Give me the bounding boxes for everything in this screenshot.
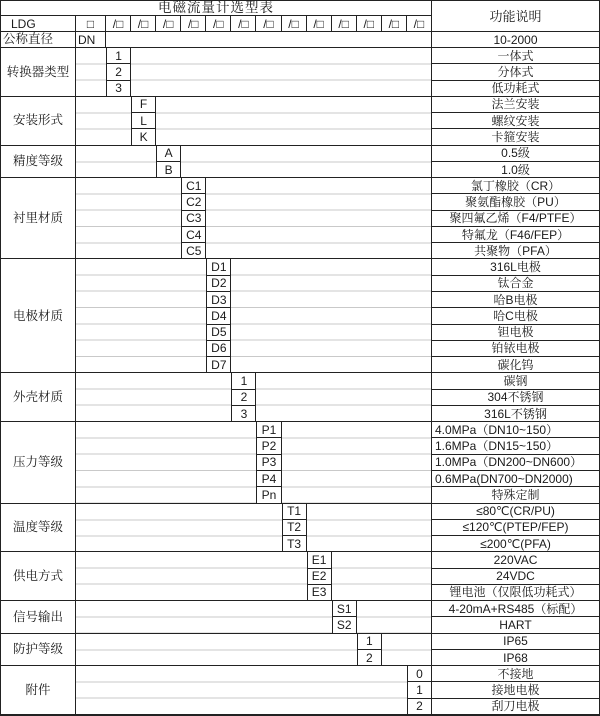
model-slot: /□ xyxy=(307,16,332,32)
function-column-header: 功能说明 xyxy=(432,1,599,32)
code-cell: 1 xyxy=(231,373,256,389)
empty-region-left xyxy=(76,422,256,503)
code-cell: 0 xyxy=(407,666,432,682)
category-label: 防护等级 xyxy=(1,634,76,667)
model-slot: /□ xyxy=(282,16,307,32)
function-cell: 0.6MPa(DN700~DN2000) xyxy=(432,471,599,487)
code-cell: D1 xyxy=(206,259,231,275)
code-cell: E2 xyxy=(307,569,332,585)
function-cell: 氯丁橡胶（CR） xyxy=(432,178,599,194)
code-cell: 1 xyxy=(357,634,382,650)
model-prefix: LDG xyxy=(1,16,76,32)
empty-region-left xyxy=(76,504,282,553)
category-label: 电极材质 xyxy=(1,259,76,373)
function-cell: 低功耗式 xyxy=(432,81,599,97)
empty-region-left xyxy=(76,666,407,715)
code-cell: C4 xyxy=(181,227,206,243)
code-cell: 1 xyxy=(407,682,432,698)
code-cell: 2 xyxy=(357,650,382,666)
function-cell: 特殊定制 xyxy=(432,487,599,503)
empty-region-right xyxy=(181,146,432,179)
function-cell: 共聚物（PFA） xyxy=(432,243,599,259)
empty-region-left xyxy=(76,552,307,601)
code-cell: D7 xyxy=(206,357,231,373)
code-cell: C5 xyxy=(181,243,206,259)
empty-region-right xyxy=(231,259,432,373)
model-slot: /□ xyxy=(256,16,281,32)
function-cell: 1.0级 xyxy=(432,162,599,178)
model-slot: /□ xyxy=(181,16,206,32)
code-cell: 3 xyxy=(231,406,256,422)
code-cell: B xyxy=(156,162,181,178)
function-cell: 锂电池（仅限低功耗式） xyxy=(432,585,599,601)
empty-region-left xyxy=(76,48,106,97)
function-cell: 刮刀电极 xyxy=(432,699,599,715)
code-cell: D2 xyxy=(206,276,231,292)
function-cell: 铂铱电极 xyxy=(432,341,599,357)
code-cell: D3 xyxy=(206,292,231,308)
function-cell: 220VAC xyxy=(432,552,599,568)
category-label: 供电方式 xyxy=(1,552,76,601)
function-cell: IP68 xyxy=(432,650,599,666)
empty-region-left xyxy=(76,259,206,373)
category-label: 信号输出 xyxy=(1,601,76,634)
empty-region-right xyxy=(282,422,432,503)
code-cell: Pn xyxy=(256,487,281,503)
function-cell: 304不锈钢 xyxy=(432,390,599,406)
function-cell: 1.0MPa（DN200~DN600） xyxy=(432,455,599,471)
empty-region-left xyxy=(76,178,181,259)
dn-function-cell: 10-2000 xyxy=(432,32,599,48)
model-slot: /□ xyxy=(382,16,407,32)
function-cell: 聚四氟乙烯（F4/PTFE） xyxy=(432,211,599,227)
empty-region-right xyxy=(156,97,432,146)
function-cell: 1.6MPa（DN15~150） xyxy=(432,438,599,454)
code-cell: 2 xyxy=(106,64,131,80)
function-cell: 不接地 xyxy=(432,666,599,682)
function-cell: 碳化钨 xyxy=(432,357,599,373)
empty-region-left xyxy=(76,373,231,422)
code-cell: C1 xyxy=(181,178,206,194)
table-title: 电磁流量计选型表 xyxy=(1,1,432,16)
category-label: 附件 xyxy=(1,666,76,715)
code-cell: P3 xyxy=(256,455,281,471)
empty-region-right xyxy=(131,48,432,97)
function-cell: 卡箍安装 xyxy=(432,129,599,145)
empty-region-right xyxy=(357,601,432,634)
code-cell: 3 xyxy=(106,81,131,97)
code-cell: E1 xyxy=(307,552,332,568)
model-first-slot: □ xyxy=(76,16,106,32)
function-cell: 4-20mA+RS485（标配） xyxy=(432,601,599,617)
function-cell: 哈C电极 xyxy=(432,308,599,324)
function-cell: 4.0MPa（DN10~150） xyxy=(432,422,599,438)
empty-region-right xyxy=(382,634,432,667)
model-slot: /□ xyxy=(131,16,156,32)
function-cell: ≤120℃(PTEP/FEP) xyxy=(432,520,599,536)
dn-code-cell: DN xyxy=(76,32,106,48)
function-cell: 316L电极 xyxy=(432,259,599,275)
function-cell: 碳钢 xyxy=(432,373,599,389)
function-cell: 0.5级 xyxy=(432,146,599,162)
code-cell: A xyxy=(156,146,181,162)
function-cell: 法兰安装 xyxy=(432,97,599,113)
function-cell: HART xyxy=(432,617,599,633)
code-cell: D4 xyxy=(206,308,231,324)
code-cell: P2 xyxy=(256,438,281,454)
code-cell: K xyxy=(131,129,156,145)
category-label: 温度等级 xyxy=(1,504,76,553)
empty-region-left xyxy=(76,97,131,146)
function-cell: 聚氨酯橡胶（PU） xyxy=(432,194,599,210)
empty-region-left xyxy=(76,146,156,179)
function-cell: 钽电极 xyxy=(432,325,599,341)
code-cell: S2 xyxy=(332,617,357,633)
code-cell: S1 xyxy=(332,601,357,617)
function-cell: 24VDC xyxy=(432,569,599,585)
empty-region-left xyxy=(76,601,332,634)
code-cell: 2 xyxy=(407,699,432,715)
code-cell: L xyxy=(131,113,156,129)
function-cell: 螺纹安装 xyxy=(432,113,599,129)
model-slot: /□ xyxy=(156,16,181,32)
code-cell: C3 xyxy=(181,211,206,227)
category-label: 精度等级 xyxy=(1,146,76,179)
code-cell: D5 xyxy=(206,325,231,341)
dn-empty-span xyxy=(106,32,432,48)
code-cell: T1 xyxy=(282,504,307,520)
code-cell: P4 xyxy=(256,471,281,487)
function-cell: IP65 xyxy=(432,634,599,650)
code-cell: E3 xyxy=(307,585,332,601)
model-slot: /□ xyxy=(332,16,357,32)
dn-category-label: 公称直径 xyxy=(1,32,76,48)
function-cell: 接地电极 xyxy=(432,682,599,698)
function-cell: 钛合金 xyxy=(432,276,599,292)
code-cell: T3 xyxy=(282,536,307,552)
function-cell: 特氟龙（F46/FEP） xyxy=(432,227,599,243)
model-slot: /□ xyxy=(106,16,131,32)
empty-region-right xyxy=(307,504,432,553)
category-label: 外壳材质 xyxy=(1,373,76,422)
model-slot: /□ xyxy=(231,16,256,32)
empty-region-right xyxy=(332,552,432,601)
function-cell: 一体式 xyxy=(432,48,599,64)
function-cell: 分体式 xyxy=(432,64,599,80)
empty-region-left xyxy=(76,634,357,667)
code-cell: F xyxy=(131,97,156,113)
category-label: 衬里材质 xyxy=(1,178,76,259)
category-label: 安装形式 xyxy=(1,97,76,146)
category-label: 压力等级 xyxy=(1,422,76,503)
code-cell: T2 xyxy=(282,520,307,536)
category-label: 转换器类型 xyxy=(1,48,76,97)
function-cell: ≤200℃(PFA) xyxy=(432,536,599,552)
model-slot: /□ xyxy=(357,16,382,32)
code-cell: C2 xyxy=(181,194,206,210)
code-cell: P1 xyxy=(256,422,281,438)
function-cell: 316L不锈钢 xyxy=(432,406,599,422)
code-cell: D6 xyxy=(206,341,231,357)
empty-region-right xyxy=(206,178,432,259)
model-slot: /□ xyxy=(407,16,432,32)
code-cell: 1 xyxy=(106,48,131,64)
function-cell: ≤80℃(CR/PU) xyxy=(432,504,599,520)
model-slot: /□ xyxy=(206,16,231,32)
empty-region-right xyxy=(256,373,432,422)
code-cell: 2 xyxy=(231,390,256,406)
function-cell: 哈B电极 xyxy=(432,292,599,308)
